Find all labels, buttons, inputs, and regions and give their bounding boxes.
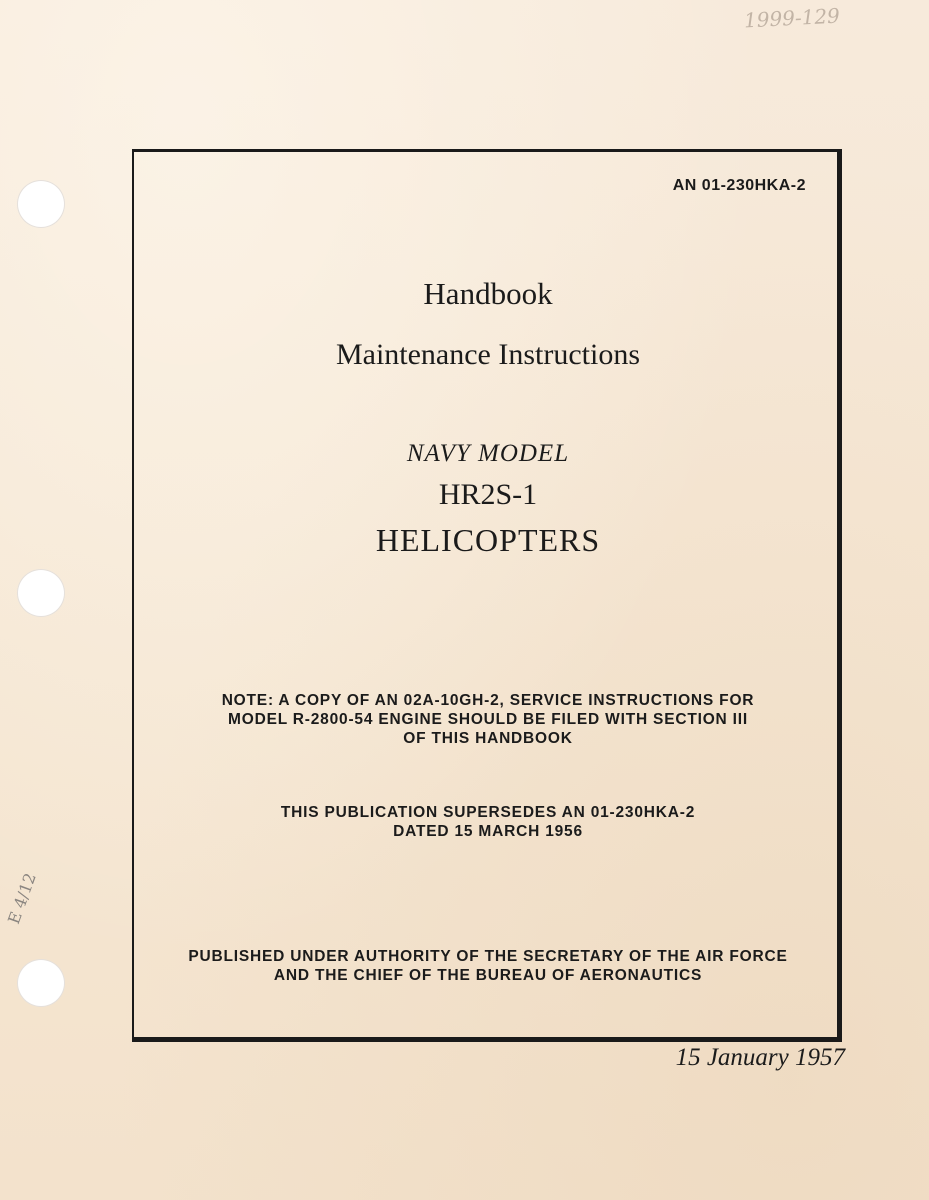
supersedes-line: DATED 15 MARCH 1956 xyxy=(393,823,583,840)
pencil-annotation: 1999-129 xyxy=(743,3,841,33)
note-line: OF THIS HANDBOOK xyxy=(403,730,573,747)
supersedes-block xyxy=(132,803,844,841)
authority-block xyxy=(132,947,844,985)
note-line: NOTE: A COPY OF AN 02A-10GH-2, SERVICE INSTRUCTIONS FOR xyxy=(221,692,755,709)
title-handbook: Handbook xyxy=(423,276,553,311)
publication-number: AN 01-230HKA-2 xyxy=(672,177,806,194)
model-label: NAVY MODEL xyxy=(406,440,570,467)
title-maintenance-instructions: Maintenance Instructions xyxy=(335,338,641,371)
note-block xyxy=(132,691,844,748)
binder-hole-middle xyxy=(17,569,65,617)
supersedes-line: THIS PUBLICATION SUPERSEDES AN 01-230HKA-2 xyxy=(280,804,696,821)
model-designation: HR2S-1 xyxy=(438,478,538,511)
binder-hole-top xyxy=(17,180,65,228)
aircraft-type: HELICOPTERS xyxy=(375,522,601,558)
binder-hole-bottom xyxy=(17,959,65,1007)
note-line: MODEL R-2800-54 ENGINE SHOULD BE FILED WITH SECTION III xyxy=(228,711,748,728)
publication-date: 15 January 1957 xyxy=(675,1044,845,1071)
authority-line: PUBLISHED UNDER AUTHORITY OF THE SECRETARY OF THE AIR FORCE xyxy=(188,948,788,965)
margin-annotation: E 4/12 xyxy=(4,870,40,927)
authority-line: AND THE CHIEF OF THE BUREAU OF AERONAUTICS xyxy=(273,967,703,984)
